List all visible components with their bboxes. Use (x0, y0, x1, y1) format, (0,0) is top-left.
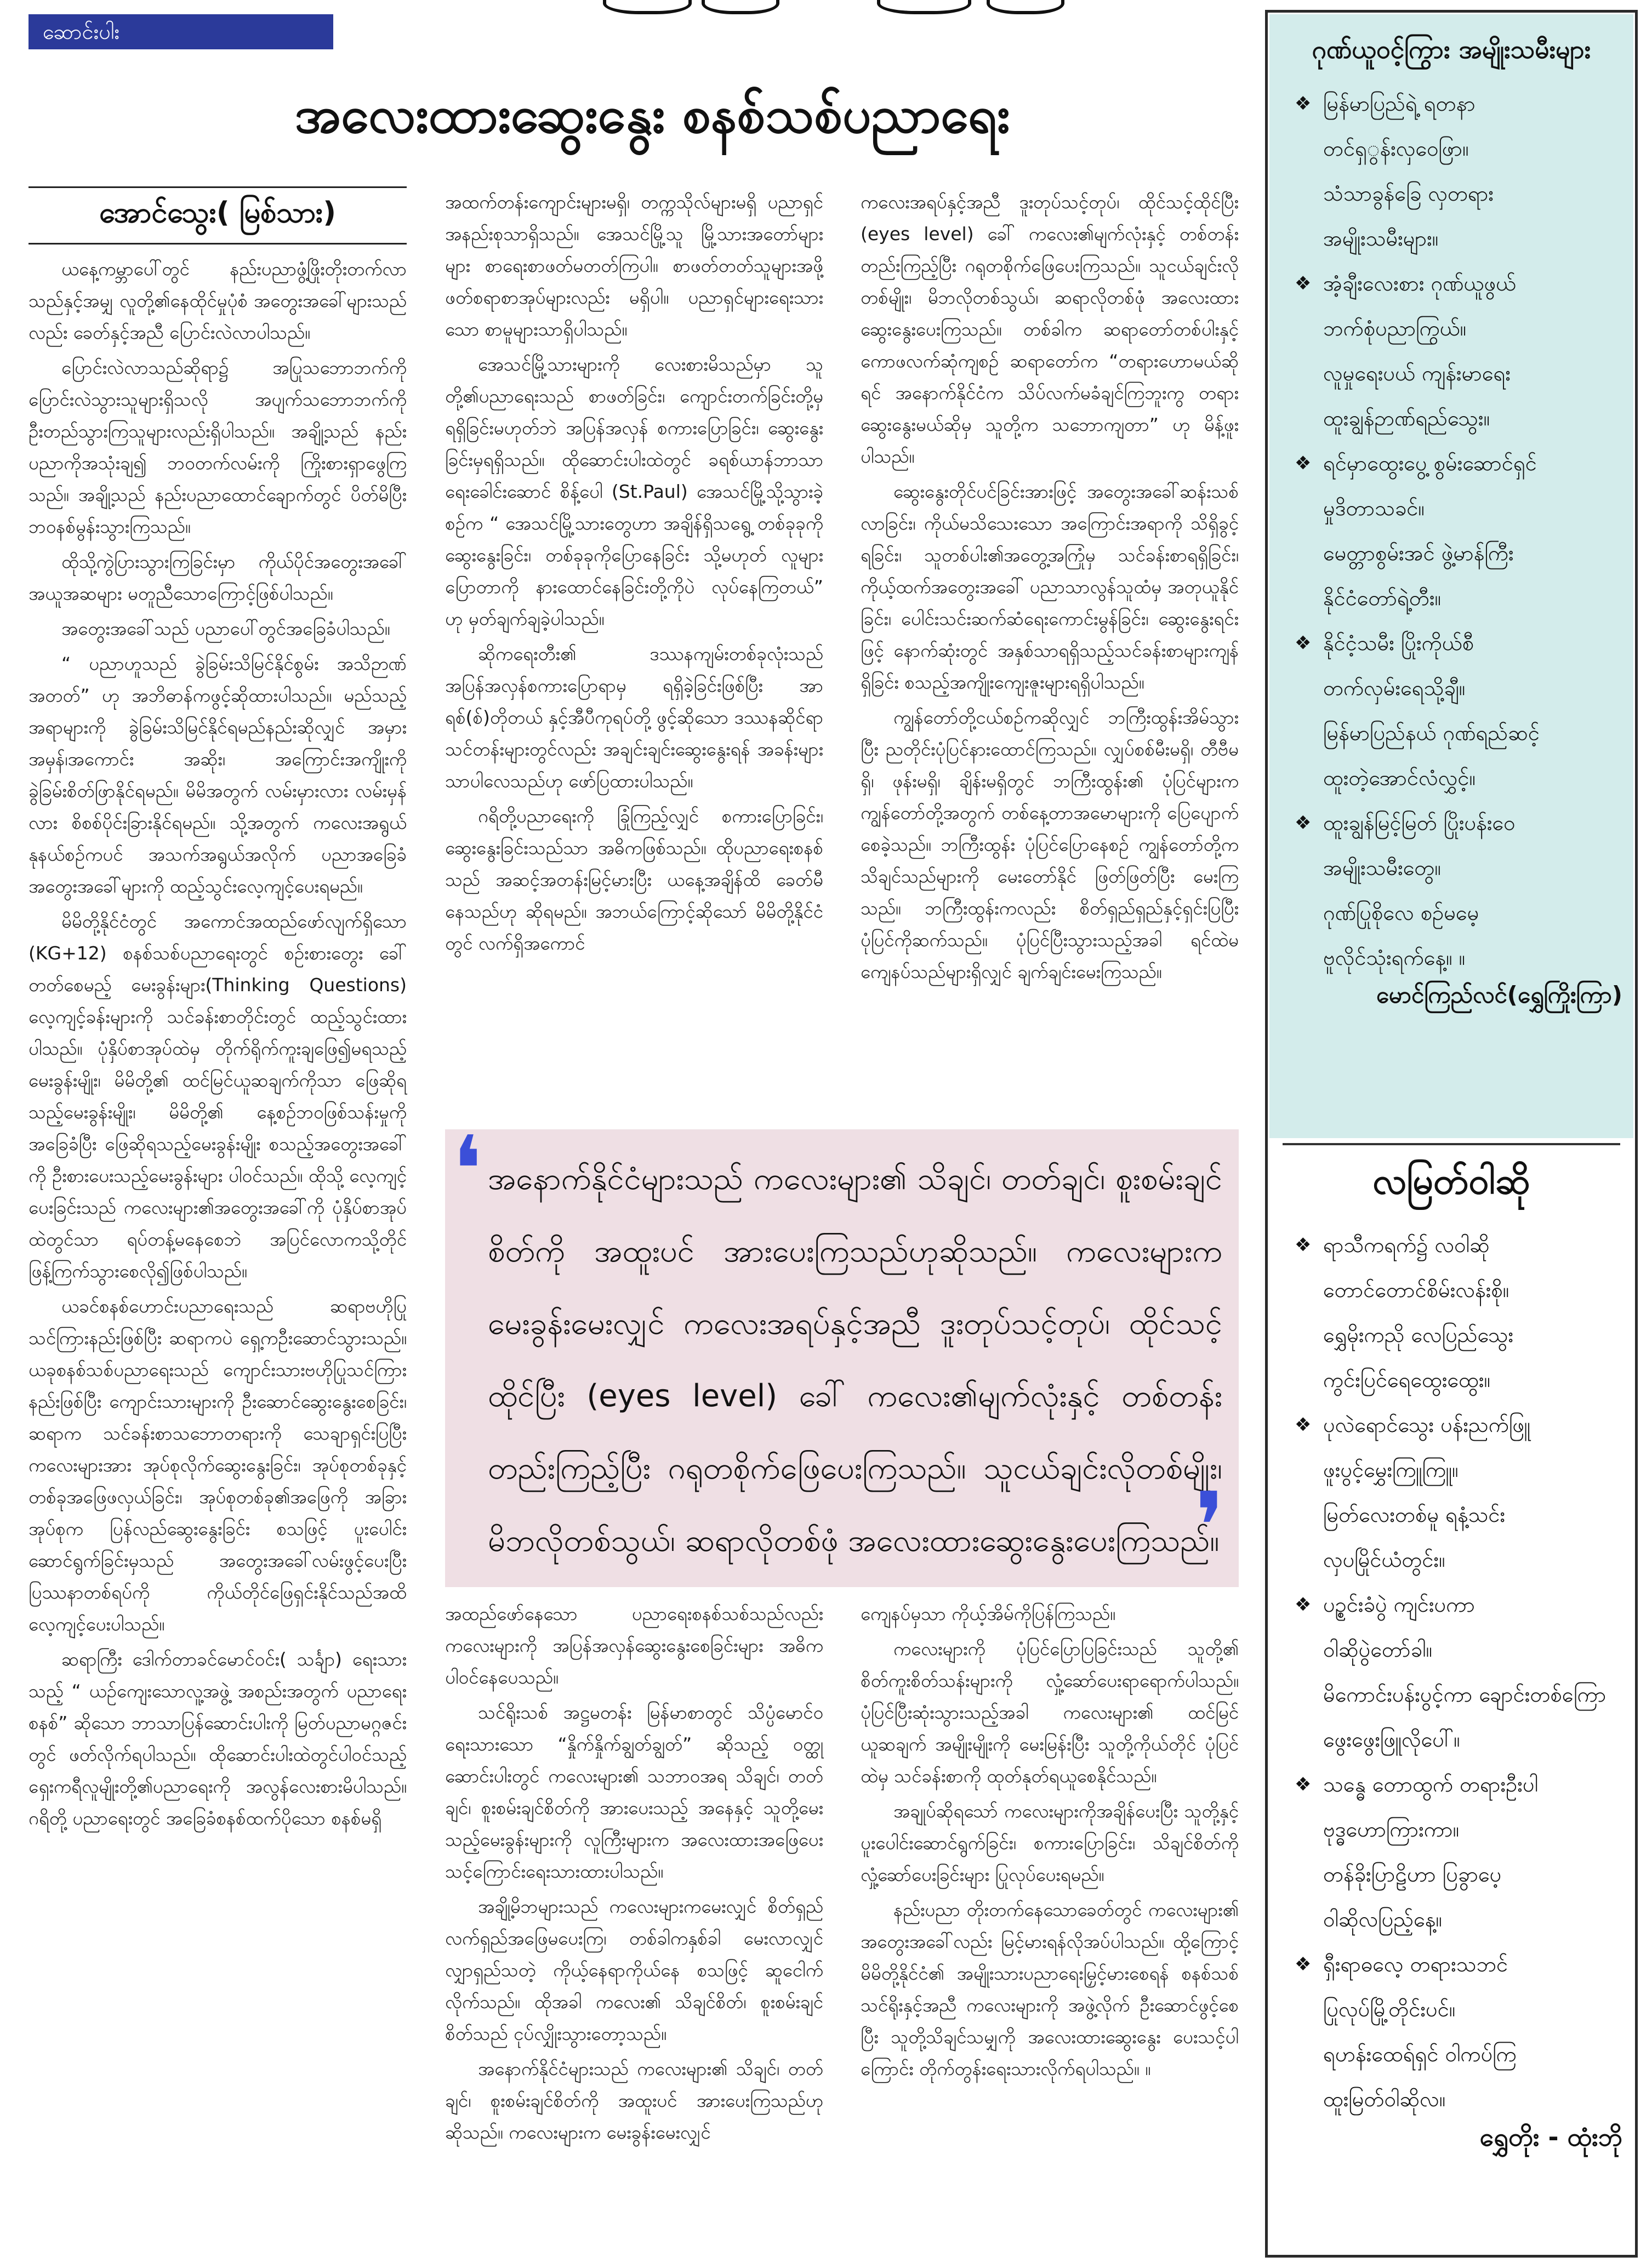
paragraph: ဂရိတို့ပညာရေးကို ခြုံကြည့်လျှင် စကားပြောခြင်း၊ဆွေးနွေးခြင်းသည်သာ အဓိကဖြစ်သည်။ ထိုပညာရေးစနစ်သည် အဆင့်အတန်းမြင့်မားပြီး ယနေ့အချိန်ထိ ခေတ်မီနေသည်ဟု ဆိုရမည်။ အဘယ်ကြောင့်ဆိုသော် မိမိတို့နိုင်ငံတွင် လက်ရှိအကောင် (445, 805, 823, 954)
poem2-author: ရွှေတိုး - ထုံးဘို (1479, 2122, 1622, 2152)
verse-line: မိကောင်းပန်းပွင့်ကာ ချောင်းတစ်ကြော (1323, 1682, 1607, 1707)
column-middle-top (445, 186, 823, 963)
verse-line: အံ့ချီးလေးစား ဂုဏ်ယူဖွယ် (1323, 271, 1517, 295)
headline: အလေးထားဆွေးနွေး စနစ်သစ်ပညာရေး (294, 86, 1010, 144)
verse-line: ဝါဆိုပွဲတော်ခါ။ (1323, 1638, 1433, 1662)
verse-line: ရာသီကရက်၌ လဝါဆို (1323, 1233, 1490, 1257)
paragraph: မိမိတို့နိုင်ငံတွင် အကောင်အထည်ဖော်လျက်ရှိသော (KG+12) စနစ်သစ်ပညာရေးတွင် စဉ်းစားတွေး ခေါ်တတ်စေမည့် မေးခွန်းများ(Thinking Questions) လေ့ကျင့်ခန်းများကို သင်ခန်းစာတိုင်းတွင် ထည့်သွင်းထားပါသည်။ ပုံနှိပ်စာအုပ်ထဲမှ တိုက်ရိုက်ကူးချဖြေ၍မရသည့် မေးခွန်းမျိုး၊ မိမိတို့၏ ထင်မြင်ယူဆချက်ကိုသာ ဖြေဆိုရသည့်မေးခွန်းမျိုး၊ မိမိတို့၏ နေ့စဉ်ဘဝဖြစ်သန်းမှုကို အခြေခံပြီး ဖြေဆိုရသည့်မေးခွန်းမျိုး စသည့်အတွေးအခေါ်ကို ဦးစားပေးသည့်မေးခွန်းများ ပါဝင်သည်။ ထိုသို့ လေ့ကျင့်ပေးခြင်းသည် ကလေးများ၏အတွေးအခေါ်ကို ပုံနှိပ်စာအုပ်ထဲတွင်သာ ရပ်တန့်မနေစေဘဲ အပြင်လောကသို့တိုင်ဖြန့်ကြက်သွားစေလို၍ဖြစ်ပါသည်။ (29, 911, 407, 1282)
stanza (1289, 1582, 1620, 1762)
masthead-fragment (570, 0, 1118, 14)
verse-line: မေတ္တာစွမ်းအင် ဖွဲ့မာန်ကြီး (1323, 541, 1514, 565)
poem1-title: ဂုဏ်ယူဝင့်ကြွား အမျိုးသမီးများ (1312, 35, 1591, 64)
verse-line: မြန်မာပြည်ရဲ့ ရတနာ (1323, 92, 1476, 116)
diamond-bullet-icon: ❖ (1295, 1414, 1312, 1436)
stanza (1289, 261, 1620, 441)
column-middle-bottom (445, 1598, 823, 2152)
paragraph: အေသင်မြို့သားများကို လေးစားမိသည်မှာ သူတို့၏ပညာရေးသည် စာဖတ်ခြင်း၊ ကျောင်းတက်ခြင်းတို့မှ ရရှိခြင်းမဟုတ်ဘဲ အပြန်အလှန် စကားပြောခြင်း၊ ဆွေးနွေးခြင်းမှရရှိသည်။ ထိုဆောင်းပါးထဲတွင် ခရစ်ယာန်ဘာသာရေးခေါင်းဆောင် စိန့်ပေါ (St.Paul) အေသင်မြို့သို့သွားခဲ့စဉ်က “ အေသင်မြို့သားတွေဟာ အချိန်ရှိသရွေ့ တစ်ခုခုကိုဆွေးနွေးခြင်း၊ တစ်ခုခုကိုပြောနေခြင်း သို့မဟုတ် လူများပြောတာကို နားထောင်နေခြင်းတို့ကိုပဲ လုပ်နေကြတယ်” ဟု မှတ်ချက်ချခဲ့ပါသည်။ (445, 354, 823, 629)
verse-line: တက်လှမ်းရေသို့ချီ။ (1323, 676, 1466, 700)
verse-line: လှပမြိုင်ယံတွင်း။ (1323, 1548, 1445, 1572)
paragraph: အနောက်နိုင်ငံများသည် ကလေးများ၏ သိချင်၊ တတ်ချင်၊ စူးစမ်းချင်စိတ်ကို အထူးပင် အားပေးကြသည်ဟုဆိုသည်။ ကလေးများက မေးခွန်းမေးလျှင် (445, 2058, 823, 2143)
stanza (1289, 1223, 1620, 1402)
paragraph: သင်ရိုးသစ် အဋ္ဌမတန်း မြန်မာစာတွင် သိပ္ပံမောင်ဝ ရေးသားသော “နှိုက်နှိုက်ချွတ်ချွတ်” ဆိုသည့် ဝတ္ထုဆောင်းပါးတွင် ကလေးများ၏ သဘာဝအရ သိချင်၊ တတ်ချင်၊ စူးစမ်းချင်စိတ်ကို အားပေးသည့် အနေနှင့် သူတို့မေးသည့်မေးခွန်းများကို လူကြီးများက အလေးထားအဖြေပေးသင့်ကြောင်းရေးသားထားပါသည်။ (445, 1702, 823, 1882)
paragraph: ကလေးများကို ပုံပြင်ပြောပြခြင်းသည် သူတို့၏ စိတ်ကူးစိတ်သန်းများကို လှုံ့ဆော်ပေးရာရောက်ပါသည်။ ပုံပြင်ပြီးဆုံးသွားသည့်အခါ ကလေးများ၏ ထင်မြင်ယူဆချက် အမျိုးမျိုးကို မေးမြန်းပြီး သူတို့ကိုယ်တိုင် ပုံပြင်ထဲမှ သင်ခန်းစာကို ထုတ်နုတ်ရယူစေနိုင်သည်။ (861, 1638, 1239, 1787)
verse-line: ထူးချွန်မြင့်မြတ် ပြိုးပန်းဝေ (1323, 811, 1516, 835)
poem1-author: မောင်ကြည်လင်(ရွှေကြိုးကြာ) (1376, 981, 1622, 1008)
paragraph: ဆိုကရေးတီး၏ ဒဿနကျမ်းတစ်ခုလုံးသည် အပြန်အလှန်စကားပြောရာမှ ရရှိခဲ့ခြင်းဖြစ်ပြီး အာရစ်(စ်)တိုတယ် နှင့်အီပီကုရပ်တို့ ဖွင့်ဆိုသော ဒဿနဆိုင်ရာ သင်တန်းများတွင်လည်း အချင်းချင်းဆွေးနွေးရန် အခန်းများသာပါလေသည်ဟု ဖော်ပြထားပါသည်။ (445, 643, 823, 792)
diamond-bullet-icon: ❖ (1295, 93, 1312, 115)
verse-line: ဂုဏ်ပြုစိုလေ စဉ်မမေ့ (1323, 901, 1479, 925)
verse-line: ဖူးပွင့်မွှေးကြူကြူ။ (1323, 1458, 1459, 1482)
verse-line: တန်ခိုးပြာဠိဟာ ပြခွာပေ့ (1323, 1862, 1502, 1886)
byline: အောင်သွေး( မြစ်သား) (99, 196, 337, 229)
paragraph: အချုပ်ဆိုရသော် ကလေးများကိုအချိန်ပေးပြီး သူတို့နှင့်ပူးပေါင်းဆောင်ရွက်ခြင်း၊ စကားပြောခြင်း၊ သိချင်စိတ်ကို လှုံ့ဆော်ပေးခြင်းများ ပြုလုပ်ပေးရမည်။ (861, 1800, 1239, 1885)
stanza (1289, 81, 1620, 261)
column-right-top (861, 186, 1239, 991)
verse-line: ထူးတဲ့အောင်လံလွှင့်။ (1323, 766, 1476, 790)
sidebar-poem1 (1269, 27, 1633, 1014)
verse-line: မှုဒိတာသခင်။ (1323, 496, 1425, 520)
verse-line: ရင်မှာထွေးပွေ့ စွမ်းဆောင်ရှင် (1323, 451, 1537, 475)
verse-line: ရွှေမိုးကညို လေပြည်သွေး (1323, 1323, 1514, 1347)
stanza (1289, 1402, 1620, 1582)
verse-line: တင်ရှွန်းလှဝေဖြာ။ (1323, 137, 1469, 161)
poem1-body (1269, 81, 1633, 980)
paragraph: အထည်ဖော်နေသော ပညာရေးစနစ်သစ်သည်လည်း ကလေးများကို အပြန်အလှန်ဆွေးနွေးစေခြင်းများ အဓိကပါဝင်နေပေသည်။ (445, 1603, 823, 1688)
sidebar-poem2 (1269, 1151, 1633, 2158)
diamond-bullet-icon: ❖ (1295, 452, 1312, 474)
close-quote-icon: ❜ (1195, 1473, 1225, 1581)
paragraph: အချို့မိဘများသည် ကလေးများကမေးလျှင် စိတ်ရှည်လက်ရှည်အဖြေမပေးကြ၊ တစ်ခါကနှစ်ခါ မေးလာလျှင် လျှာရှည်သတဲ့ ကိုယ့်နေရာကိုယ်နေ စသဖြင့် ဆူငေါက်လိုက်သည်။ ထိုအခါ ကလေး၏ သိချင်စိတ်၊ စူးစမ်းချင်စိတ်သည် ငုပ်လျှိုးသွားတော့သည်။ (445, 1896, 823, 2044)
stanza (1289, 800, 1620, 980)
verse-line: အမျိုးသမီးတွေ။ (1323, 856, 1441, 880)
stanza (1289, 441, 1620, 621)
diamond-bullet-icon: ❖ (1295, 1774, 1312, 1795)
paragraph: အထက်တန်းကျောင်းများမရှိ၊ တက္ကသိုလ်များမရှိ ပညာရှင်အနည်းစုသာရှိသည်။ အေသင်မြို့သူ မြို့သားအတော်များများ စာရေးစာဖတ်မတတ်ကြပါ။ စာဖတ်တတ်သူများအဖို့ ဖတ်စရာစာအုပ်များလည်း မရှိပါ။ ပညာရှင်များရေးသားသော စာမူများသာရှိပါသည်။ (445, 191, 823, 340)
sidebar-divider (1283, 1143, 1620, 1145)
paragraph: “ ပညာဟူသည် ခွဲခြမ်းသိမြင်နိုင်စွမ်း အသိဉာဏ်အတတ်” ဟု အဘိဓာန်ကဖွင့်ဆိုထားပါသည်။ မည်သည့်အရာများကို ခွဲခြမ်းသိမြင်နိုင်ရမည်နည်းဆိုလျှင် အမှား အမှန်၊အကောင်း အဆိုး၊ အကြောင်းအကျိုးကို ခွဲခြမ်းစိတ်ဖြာနိုင်ရမည်။ မိမိအတွက် လမ်းမှားလား လမ်းမှန်လား စိစစ်ပိုင်းခြားနိုင်ရမည်။ သို့အတွက် ကလေးအရွယ် နုနယ်စဉ်ကပင် အသက်အရွယ်အလိုက် ပညာအခြေခံ အတွေးအခေါ်များကို ထည့်သွင်းလေ့ကျင့်ပေးရမည်။ (29, 653, 407, 897)
verse-line: မြတ်လေးတစ်မူ ရနံ့သင်း (1323, 1503, 1506, 1527)
paragraph: ထိုသို့ကွဲပြားသွားကြခြင်းမှာ ကိုယ်ပိုင်အတွေးအခေါ် အယူအဆများ မတူညီသောကြောင့်ဖြစ်ပါသည်။ (29, 551, 407, 604)
poem2-title: လမြတ်ဝါဆို (1372, 1160, 1530, 1202)
verse-line: ပြုလုပ်မြို့တိုင်းပင်။ (1323, 1997, 1456, 2021)
verse-line: ထူးမြတ်ဝါဆိုလ။ (1323, 2087, 1446, 2111)
stanza (1289, 1762, 1620, 1942)
paragraph: အတွေးအခေါ်သည် ပညာပေါ်တွင်အခြေခံပါသည်။ (61, 618, 390, 639)
paragraph: ကျေနပ်မှသာ ကိုယ့်အိမ်ကိုပြန်ကြသည်။ (861, 1603, 1115, 1624)
open-quote-icon: ❛ (452, 1116, 482, 1225)
diamond-bullet-icon: ❖ (1295, 1953, 1312, 1975)
verse-line: မြန်မာပြည်နယ် ဂုဏ်ရည်ဆင့် (1323, 721, 1540, 745)
verse-line: နိုင်ငံ့သမီး ပြိုးကိုယ်စီ (1323, 631, 1474, 655)
verse-line: ရှီးရာဓလေ့ တရားသဘင် (1323, 1952, 1508, 1976)
diamond-bullet-icon: ❖ (1295, 812, 1312, 834)
verse-line: ပုလဲရောင်သွေး ပန်းညက်ဖြူ (1323, 1413, 1531, 1437)
verse-line: ဖွေးဖွေးဖြူလိုပေါ်။ (1323, 1727, 1460, 1752)
stanza (1289, 621, 1620, 800)
paragraph: ပြောင်းလဲလာသည်ဆိုရာ၌ အပြုသဘောဘက်ကို ပြောင်းလဲသွားသူများရှိသလို အပျက်သဘောဘက်ကို ဦးတည်သွားကြသူများလည်းရှိပါသည်။ အချို့သည် နည်းပညာကိုအသုံးချ၍ ဘဝတက်လမ်းကို ကြိုးစားရှာဖွေကြသည်။ အချို့သည် နည်းပညာထောင်ချောက်တွင် ပိတ်မိပြီး ဘဝနစ်မွန်းသွားကြသည်။ (29, 357, 407, 537)
verse-line: သံသာခွန်ခြေ လှတရား (1323, 181, 1494, 206)
verse-line: နိုင်ငံတော်ရဲ့တီး။ (1323, 586, 1442, 610)
diamond-bullet-icon: ❖ (1295, 1594, 1312, 1616)
column-left (29, 253, 407, 1838)
column-right-bottom (861, 1598, 1239, 2088)
poem2-body (1269, 1223, 1633, 2122)
verse-line: တောင်တောင်စိမ်းလန်းစို။ (1323, 1278, 1509, 1302)
diamond-bullet-icon: ❖ (1295, 272, 1312, 294)
verse-line: ထူးချွန်ဉာဏ်ရည်သွေး။ (1323, 406, 1490, 430)
verse-line: အမျိုးသမီးများ။ (1323, 226, 1439, 251)
paragraph: နည်းပညာ တိုးတက်နေသောခေတ်တွင် ကလေးများ၏ အတွေးအခေါ်လည်း မြင့်မားရန်လိုအပ်ပါသည်။ ထို့ကြောင့် မိမိတို့နိုင်ငံ၏ အမျိုးသားပညာရေးမြှင့်မားစေရန် စနစ်သစ်သင်ရိုးနှင့်အညီ ကလေးများကို အဖွဲ့လိုက် ဦးဆောင်ဖွင့်စေပြီး သူတို့သိချင်သမျှကို အလေးထားဆွေးနွေး ပေးသင့်ပါကြောင်း တိုက်တွန်းရေးသားလိုက်ရပါသည်။ ။ (861, 1899, 1239, 2079)
section-tag: ဆောင်းပါး (29, 14, 333, 49)
verse-line: ဝါဆိုလပြည့်နေ့။ (1323, 1907, 1442, 1931)
verse-line: ပဥ္စင်းခံပွဲ ကျင်းပကာ (1323, 1593, 1476, 1617)
verse-line: ဗုဒ္ဓဟောကြားကာ။ (1323, 1817, 1460, 1841)
verse-line: ဗူလိုင်သုံးရက်နေ့။ ။ (1323, 946, 1466, 970)
paragraph: ယခင်စနစ်ဟောင်းပညာရေးသည် ဆရာဗဟိုပြုသင်ကြားနည်းဖြစ်ပြီး ဆရာကပဲ ရှေ့ကဦးဆောင်သွားသည်။ ယခုစနစ်သစ်ပညာရေးသည် ကျောင်းသားဗဟိုပြုသင်ကြားနည်းဖြစ်ပြီး ကျောင်းသားများကို ဦးဆောင်ဆွေးနွေးစေခြင်း၊ ဆရာက သင်ခန်းစာသဘောတရားကို သေချာရှင်းပြပြီး ကလေးများအား အုပ်စုလိုက်ဆွေးနွေးခြင်း၊ အုပ်စုတစ်ခုနှင့်တစ်ခုအဖြေဖလှယ်ခြင်း၊ အုပ်စုတစ်ခု၏အဖြေကို အခြားအုပ်စုက ပြန်လည်ဆွေးနွေးခြင်း စသဖြင့် ပူးပေါင်းဆောင်ရွက်ခြင်းမှသည် အတွေးအခေါ်လမ်းဖွင့်ပေးပြီး ပြဿနာတစ်ရပ်ကို ကိုယ်တိုင်ဖြေရှင်းနိုင်သည်အထိ လေ့ကျင့်ပေးပါသည်။ (29, 1295, 407, 1635)
diamond-bullet-icon: ❖ (1295, 632, 1312, 654)
verse-line: လူမှုရေးပယ် ကျန်းမာရေး (1323, 361, 1511, 385)
paragraph: ကျွန်တော်တို့ငယ်စဉ်ကဆိုလျှင် ဘကြီးထွန်းအိမ်သွားပြီး ညတိုင်းပုံပြင်နားထောင်ကြသည်။ လျှပ်စစ်မီးမရှိ၊ တီဗီမရှိ၊ ဖုန်းမရှိ၊ ချိန်းမရှိတွင် ဘကြီးထွန်း၏ ပုံပြင်များက ကျွန်တော်တို့အတွက် တစ်နေ့တာအမောများကို ပြေပျောက်စေခဲ့သည်။ ဘကြီးထွန်း ပုံပြင်ပြောနေစဉ် ကျွန်တော်တို့က သိချင်သည်များကို မေးတော်နိုင် ဖြတ်ဖြတ်ပြီး မေးကြသည်။ ဘကြီးထွန်းကလည်း စိတ်ရှည်ရှည်နှင့်ရှင်းပြပြီး ပုံပြင်ကိုဆက်သည်။ ပုံပြင်ပြီးသွားသည့်အခါ ရင်ထဲမကျေနပ်သည်များရှိလျှင် ချက်ချင်းမေးကြသည်။ (861, 707, 1239, 982)
verse-line: ရဟန်းထေရ်ရှင် ဝါကပ်ကြ (1323, 2042, 1517, 2066)
verse-line: ကွင်းပြင်ရေထွေးထွေး။ (1323, 1368, 1491, 1392)
paragraph: ဆရာကြီး ဒေါက်တာခင်မောင်ဝင်း( သင်္ချာ) ရေးသားသည့် “ ယဉ်ကျေးသောလူ့အဖွဲ့ အစည်းအတွက် ပညာရေးစနစ်” ဆိုသော ဘာသာပြန်ဆောင်းပါးကို မြတ်ပညာမဂ္ဂဇင်းတွင် ဖတ်လိုက်ရပါသည်။ ထိုဆောင်းပါးထဲတွင်ပါဝင်သည့် ရှေးကရီလူမျိုးတို့၏ပညာရေးကို အလွန်လေးစားမိပါသည်။ ဂရိတို့ ပညာရေးတွင် အခြေခံစနစ်ထက်ပိုသော စနစ်မရှိ (29, 1649, 407, 1829)
verse-line: ဘက်စုံပညာကြွယ်။ (1323, 316, 1467, 340)
paragraph: ဆွေးနွေးတိုင်ပင်ခြင်းအားဖြင့် အတွေးအခေါ်ဆန်းသစ်လာခြင်း၊ ကိုယ်မသိသေးသော အကြောင်းအရာကို သိရှိခွင့်ရခြင်း၊ သူတစ်ပါး၏အတွေ့အကြုံမှ သင်ခန်းစာရရှိခြင်း၊ ကိုယ့်ထက်အတွေးအခေါ် ပညာသာလွန်သူထံမှ အတုယူနိုင်ခြင်း၊ ပေါင်းသင်းဆက်ဆံရေးကောင်းမွန်ခြင်း၊ ဆွေးနွေးရင်းဖြင့် နောက်ဆုံးတွင် အနှစ်သာရရှိသည့်သင်ခန်းစာများကျန်ရှိခြင်း စသည့်အကျိုးကျေးဇူးများရရှိပါသည်။ (861, 481, 1239, 693)
stanza (1289, 1942, 1620, 2122)
verse-line: သန္ဓေ တောထွက် တရားဦးပါ (1323, 1772, 1539, 1797)
pull-quote: အနောက်နိုင်ငံများသည် ကလေးများ၏ သိချင်၊ တတ်ချင်၊ စူးစမ်းချင်စိတ်ကို အထူးပင် အားပေးကြသည်ဟုဆိုသည်။ ကလေးများက မေးခွန်းမေးလျှင် ကလေးအရပ်နှင့်အညီ ဒူးတုပ်သင့်တုပ်၊ ထိုင်သင့် ထိုင်ပြီး (eyes level) ခေါ် ကလေး၏မျက်လုံးနှင့် တစ်တန်းတည်းကြည့်ပြီး ဂရုတစိုက်ဖြေပေးကြသည်။ သူငယ်ချင်းလိုတစ်မျိုး၊ မိဘလိုတစ်သွယ်၊ ဆရာလိုတစ်ဖုံ အလေးထားဆွေးနွေးပေးကြသည်။ (488, 1161, 1222, 1559)
paragraph: ကလေးအရပ်နှင့်အညီ ဒူးတုပ်သင့်တုပ်၊ ထိုင်သင့်ထိုင်ပြီး (eyes level) ခေါ် ကလေး၏မျက်လုံးနှင့် တစ်တန်းတည်းကြည့်ပြီး ဂရုတစိုက်ဖြေပေးကြသည်။ သူငယ်ချင်းလိုတစ်မျိုး၊ မိဘလိုတစ်သွယ်၊ ဆရာလိုတစ်ဖုံ အလေးထား ဆွေးနွေးပေးကြသည်။ တစ်ခါက ဆရာတော်တစ်ပါးနှင့် ကောဖလက်ဆုံကျစဉ် ဆရာတော်က “တရားဟောမယ်ဆိုရင် အနောက်နိုင်ငံက သိပ်လက်မခံချင်ကြဘူးကွ တရားဆွေးနွေးမယ်ဆိုမှ သူတို့က သဘောကျတာ” ဟု မိန့်ဖူးပါသည်။ (861, 191, 1239, 467)
paragraph: ယနေ့ကမ္ဘာပေါ်တွင် နည်းပညာဖွံ့ဖြိုးတိုးတက်လာသည်နှင့်အမျှ လူတို့၏နေထိုင်မှုပုံစံ အတွေးအခေါ်များသည်လည်း ခေတ်နှင့်အညီ ပြောင်းလဲလာပါသည်။ (29, 258, 407, 343)
diamond-bullet-icon: ❖ (1295, 1234, 1312, 1256)
